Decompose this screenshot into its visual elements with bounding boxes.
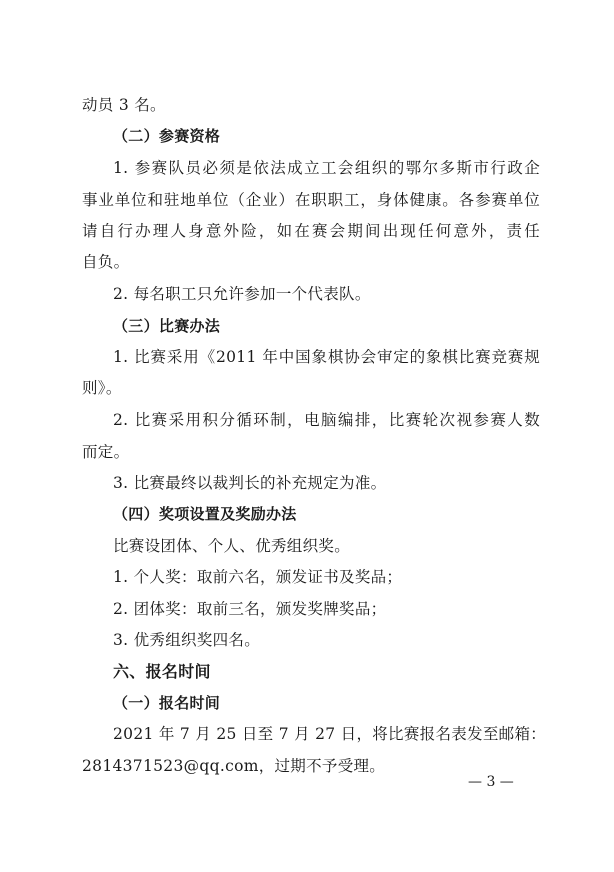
text-line: 则》。 xyxy=(82,379,122,397)
section-heading-awards: （四）奖项设置及奖励办法 xyxy=(113,505,297,523)
text-line: 自负。 xyxy=(82,253,130,271)
page-number: — 3 — xyxy=(468,774,514,790)
text-line: 比赛设团体、个人、优秀组织奖。 xyxy=(113,537,351,555)
text-line: 而定。 xyxy=(82,443,130,461)
text-line: 1. 个人奖：取前六名，颁发证书及奖品； xyxy=(113,568,403,586)
text-line: 2. 比赛采用积分循环制，电脑编排，比赛轮次视参赛人数 xyxy=(113,411,540,429)
text-line: 3. 比赛最终以裁判长的补充规定为准。 xyxy=(113,474,387,492)
text-line: 动员 3 名。 xyxy=(82,96,166,114)
text-line: 1. 参赛队员必须是依法成立工会组织的鄂尔多斯市行政企 xyxy=(113,159,540,177)
subsection-heading-registration-time: （一）报名时间 xyxy=(113,694,221,712)
text-line: 1. 比赛采用《2011 年中国象棋协会审定的象棋比赛竞赛规 xyxy=(113,348,540,366)
text-line: 2. 团体奖：取前三名，颁发奖牌奖品； xyxy=(113,600,387,618)
section-heading-eligibility: （二）参赛资格 xyxy=(113,127,221,145)
text-line: 请自行办理人身意外险，如在赛会期间出现任何意外，责任 xyxy=(82,222,540,240)
text-line: 事业单位和驻地单位（企业）在职职工，身体健康。各参赛单位 xyxy=(82,191,540,209)
text-line: 2. 每名职工只允许参加一个代表队。 xyxy=(113,285,371,303)
text-line: 3. 优秀组织奖四名。 xyxy=(113,631,261,649)
section-heading-method: （三）比赛办法 xyxy=(113,317,221,335)
text-line: 2814371523@qq.com，过期不予受理。 xyxy=(82,757,386,775)
text-line: 2021 年 7 月 25 日至 7 月 27 日，将比赛报名表发至邮箱： xyxy=(113,725,547,743)
section-heading-registration: 六、报名时间 xyxy=(113,662,211,681)
